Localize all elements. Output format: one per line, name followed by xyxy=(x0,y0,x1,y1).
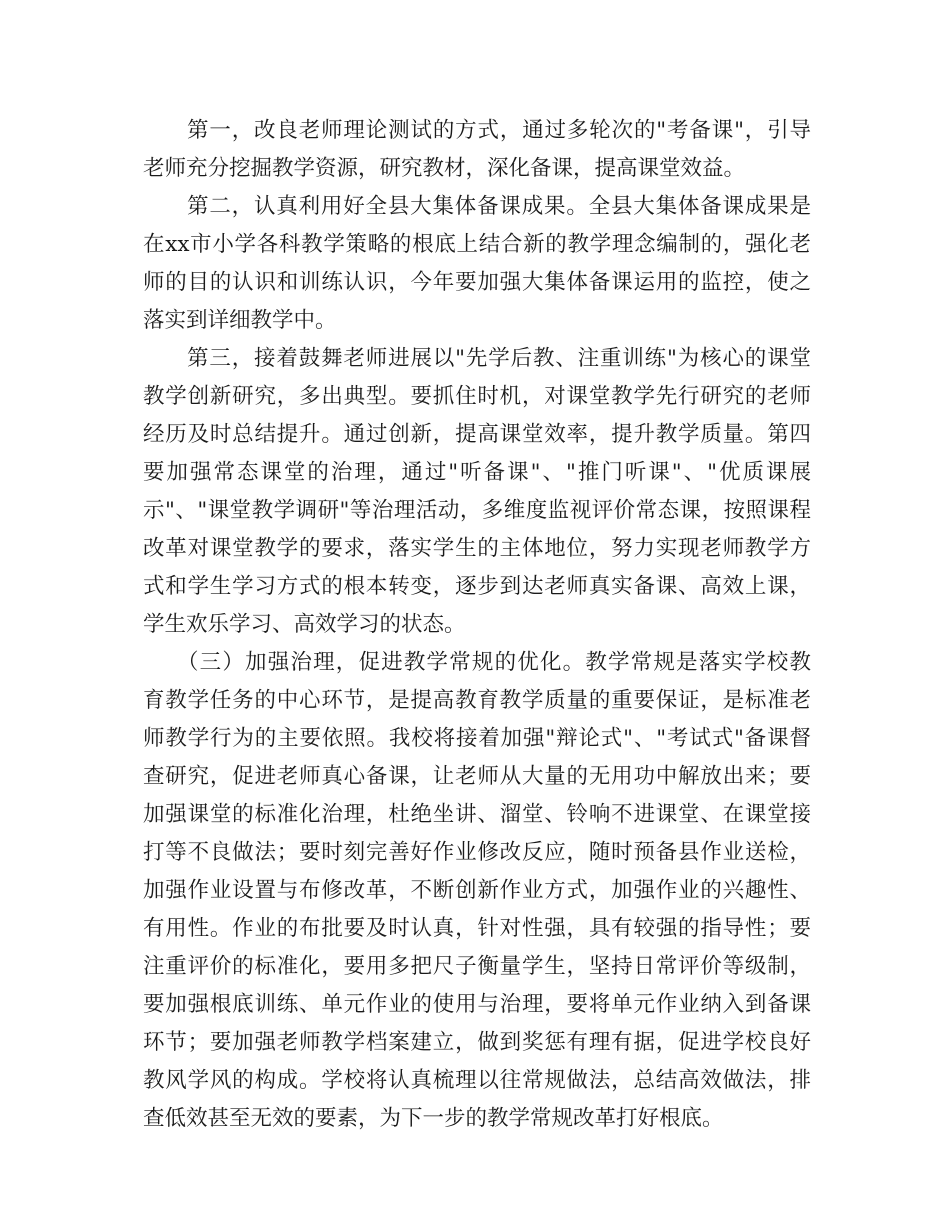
paragraph-line: 注重评价的标准化，要用多把尺子衡量学生，坚持日常评价等级制， xyxy=(143,954,811,979)
paragraph-line: 查低效甚至无效的要素，为下一步的教学常规改革打好根底。 xyxy=(143,1106,724,1131)
paragraph-line: 加强课堂的标准化治理，杜绝坐讲、溜堂、铃响不进课堂、在课堂接 xyxy=(143,802,811,827)
paragraph-line: 老师充分挖掘教学资源，研究教材，深化备课，提高课堂效益。 xyxy=(143,156,746,181)
paragraph-line: 要加强常态课堂的治理，通过"听备课"、"推门听课"、"优质课展 xyxy=(143,460,811,485)
paragraph-line: 学生欢乐学习、高效学习的状态。 xyxy=(143,612,466,637)
paragraph-line: 改革对课堂教学的要求，落实学生的主体地位，努力实现老师教学方 xyxy=(143,536,811,561)
paragraph-line: 加强作业设置与布修改革，不断创新作业方式，加强作业的兴趣性、 xyxy=(143,878,811,903)
paragraph-line: 落实到详细教学中。 xyxy=(143,308,337,333)
paragraph-line: 育教学任务的中心环节，是提高教育教学质量的重要保证，是标准老 xyxy=(143,688,811,713)
paragraph-line: 式和学生学习方式的根本转变，逐步到达老师真实备课、高效上课， xyxy=(143,574,811,599)
paragraph-line: 打等不良做法；要时刻完善好作业修改反应，随时预备县作业送检， xyxy=(143,840,811,865)
paragraph-line: 第三，接着鼓舞老师进展以"先学后教、注重训练"为核心的课堂 xyxy=(187,346,811,371)
paragraph-line: 师教学行为的主要依照。我校将接着加强"辩论式"、"考试式"备课督 xyxy=(143,726,811,751)
paragraph-2 xyxy=(143,188,811,340)
paragraph-line: 要加强根底训练、单元作业的使用与治理，要将单元作业纳入到备课 xyxy=(143,992,811,1017)
paragraph-line: 第二，认真利用好全县大集体备课成果。全县大集体备课成果是 xyxy=(187,194,811,219)
paragraph-line: （三）加强治理，促进教学常规的优化。教学常规是落实学校教 xyxy=(177,650,811,675)
paragraph-line: 师的目的认识和训练认识，今年要加强大集体备课运用的监控，使之 xyxy=(143,270,811,295)
paragraph-line: 示"、"课堂教学调研"等治理活动，多维度监视评价常态课，按照课程 xyxy=(143,498,811,523)
paragraph-line: 教风学风的构成。学校将认真梳理以往常规做法，总结高效做法，排 xyxy=(143,1068,811,1093)
paragraph-line: 查研究，促进老师真心备课，让老师从大量的无用功中解放出来；要 xyxy=(143,764,811,789)
paragraph-3 xyxy=(143,340,811,644)
paragraph-line: 环节；要加强老师教学档案建立，做到奖惩有理有据，促进学校良好 xyxy=(143,1030,811,1055)
paragraph-line: 教学创新研究，多出典型。要抓住时机，对课堂教学先行研究的老师 xyxy=(143,384,811,409)
paragraph-line: 有用性。作业的布批要及时认真，针对性强，具有较强的指导性；要 xyxy=(143,916,811,941)
paragraph-1 xyxy=(143,112,811,188)
paragraph-line: 在xx市小学各科教学策略的根底上结合新的教学理念编制的，强化老 xyxy=(143,232,811,257)
document-body xyxy=(143,112,811,1138)
paragraph-4 xyxy=(143,644,811,1138)
paragraph-line: 第一，改良老师理论测试的方式，通过多轮次的"考备课"，引导 xyxy=(187,118,811,143)
paragraph-line: 经历及时总结提升。通过创新，提高课堂效率，提升教学质量。第四 xyxy=(143,422,811,447)
